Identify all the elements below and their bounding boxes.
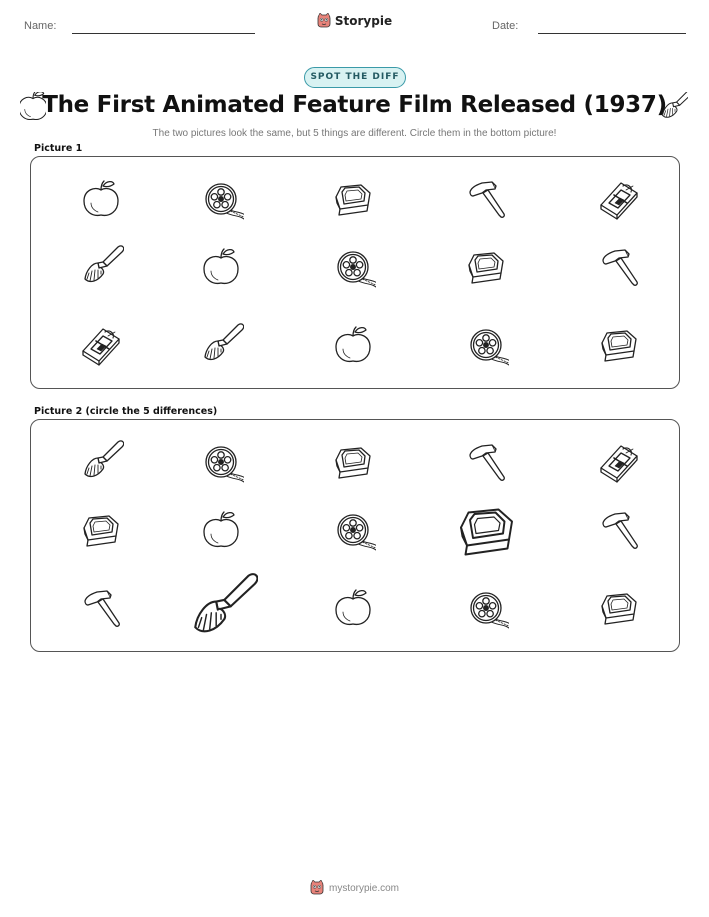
footer-url: mystorypie.com bbox=[328, 882, 399, 894]
coffin-icon[interactable] bbox=[78, 507, 124, 553]
brush-icon[interactable] bbox=[78, 439, 124, 485]
mousetrap-icon[interactable] bbox=[596, 439, 642, 485]
film-reel-icon[interactable] bbox=[330, 244, 376, 290]
coffin-icon[interactable] bbox=[596, 585, 642, 631]
name-field[interactable] bbox=[72, 33, 255, 34]
mascot-icon bbox=[310, 880, 324, 896]
picture-1-label: Picture 1 bbox=[34, 143, 83, 154]
hammer-icon[interactable] bbox=[596, 244, 642, 290]
date-label: Date: bbox=[492, 20, 519, 32]
apple-icon[interactable] bbox=[78, 176, 124, 222]
picture-2-panel[interactable] bbox=[30, 419, 680, 652]
name-label: Name: bbox=[24, 20, 57, 32]
film-reel-icon[interactable] bbox=[463, 585, 509, 631]
film-reel-icon[interactable] bbox=[463, 322, 509, 368]
brush-icon[interactable] bbox=[78, 244, 124, 290]
mascot-icon bbox=[317, 13, 331, 29]
brush-icon bbox=[662, 92, 688, 120]
brand-name: Storypie bbox=[334, 14, 393, 28]
hammer-icon[interactable] bbox=[78, 585, 124, 631]
film-reel-icon[interactable] bbox=[198, 439, 244, 485]
apple-icon[interactable] bbox=[330, 585, 376, 631]
picture-1-panel[interactable] bbox=[30, 156, 680, 389]
spot-the-diff-badge: SPOT THE DIFF bbox=[304, 67, 406, 88]
coffin-icon[interactable] bbox=[330, 439, 376, 485]
film-reel-icon[interactable] bbox=[198, 176, 244, 222]
brush-icon[interactable] bbox=[198, 322, 244, 368]
hammer-icon[interactable] bbox=[596, 507, 642, 553]
apple-icon[interactable] bbox=[330, 322, 376, 368]
mousetrap-icon[interactable] bbox=[596, 176, 642, 222]
brush-icon[interactable] bbox=[184, 571, 258, 645]
picture-2-label: Picture 2 (circle the 5 differences) bbox=[34, 406, 218, 417]
coffin-icon[interactable] bbox=[330, 176, 376, 222]
instructions: The two pictures look the same, but 5 things are different. Circle them in the bottom picture! bbox=[152, 128, 557, 139]
apple-icon[interactable] bbox=[198, 244, 244, 290]
brand-logo bbox=[0, 13, 709, 29]
coffin-icon[interactable] bbox=[463, 244, 509, 290]
hammer-icon[interactable] bbox=[463, 439, 509, 485]
coffin-icon[interactable] bbox=[596, 322, 642, 368]
coffin-icon[interactable] bbox=[452, 496, 521, 565]
hammer-icon[interactable] bbox=[463, 176, 509, 222]
apple-icon[interactable] bbox=[198, 507, 244, 553]
date-field[interactable] bbox=[538, 33, 686, 34]
footer bbox=[0, 880, 709, 896]
page-title: The First Animated Feature Film Released (1937) bbox=[42, 92, 667, 118]
film-reel-icon[interactable] bbox=[330, 507, 376, 553]
mousetrap-icon[interactable] bbox=[78, 322, 124, 368]
